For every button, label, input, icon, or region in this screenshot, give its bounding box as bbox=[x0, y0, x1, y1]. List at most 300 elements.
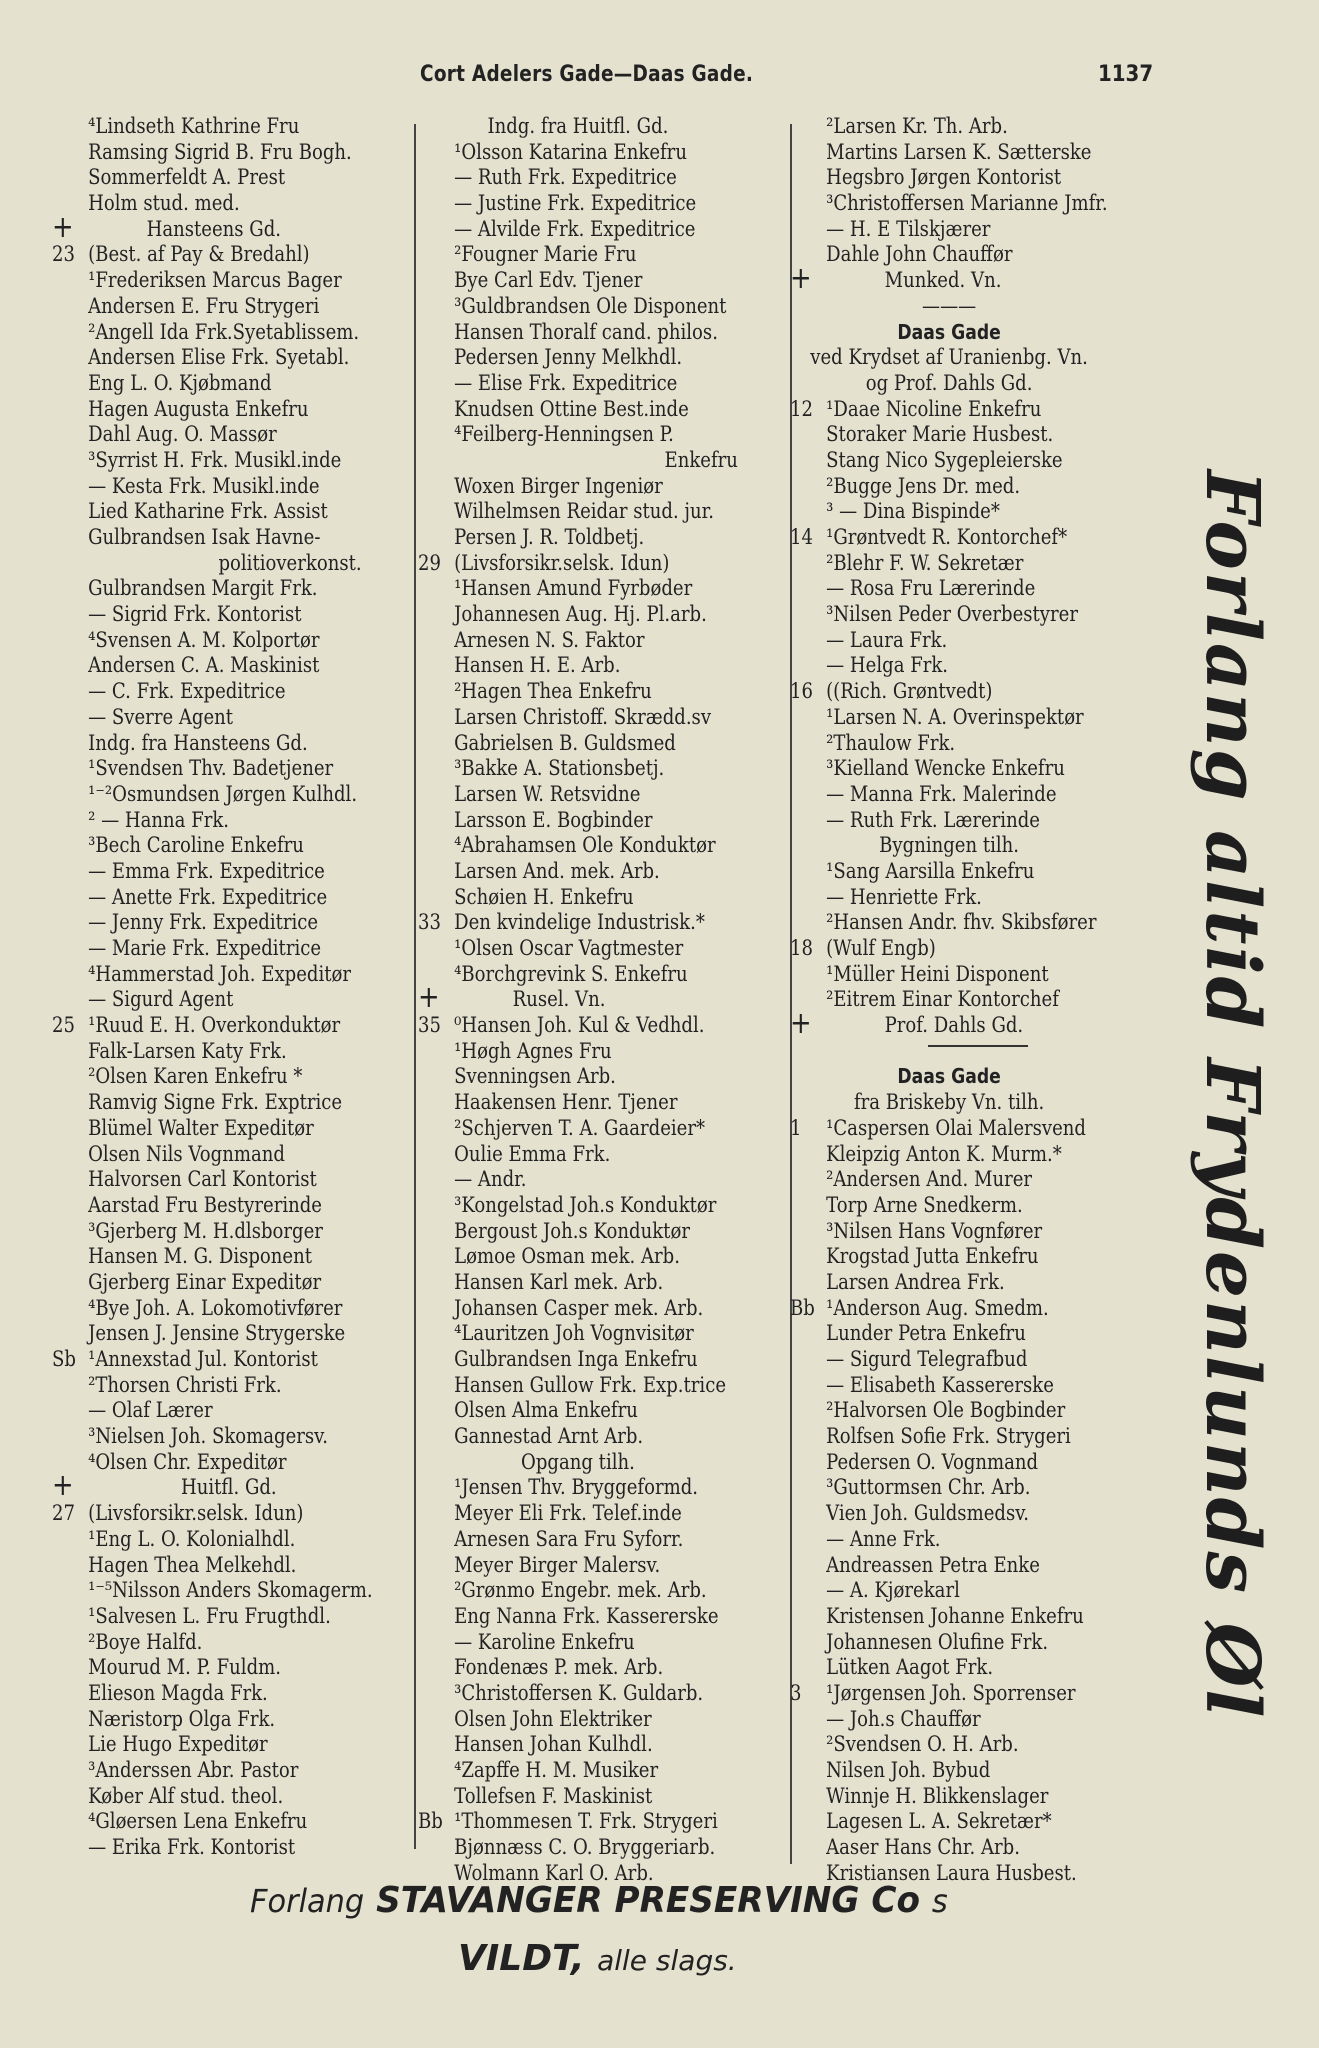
directory-entry bbox=[418, 165, 738, 191]
directory-entry bbox=[52, 859, 362, 885]
directory-entry bbox=[418, 705, 738, 731]
entry-text: Dahle John Chauffør bbox=[826, 242, 1013, 267]
directory-entry bbox=[790, 1270, 1108, 1296]
entry-text: fra Briskeby Vn. tilh. bbox=[853, 1090, 1045, 1115]
column-2 bbox=[418, 114, 790, 1886]
directory-entry bbox=[790, 962, 1108, 988]
directory-entry bbox=[790, 859, 1108, 885]
entry-text: ²Angell Ida Frk.Syetablissem. bbox=[88, 319, 360, 344]
entry-text: Eng Nanna Frk. Kassererske bbox=[454, 1603, 719, 1628]
directory-entry bbox=[418, 833, 738, 859]
entry-text: Gabrielsen B. Guldsmed bbox=[454, 730, 676, 755]
ad-line-1 bbox=[250, 1880, 948, 1921]
entry-text: — Elisabeth Kassererske bbox=[826, 1372, 1054, 1397]
entry-text: Stang Nico Sygepleierske bbox=[826, 447, 1063, 472]
entry-text: Pedersen O. Vognmand bbox=[826, 1449, 1039, 1474]
directory-entry bbox=[418, 910, 738, 936]
directory-entry bbox=[418, 371, 738, 397]
entry-text: — Anne Frk. bbox=[826, 1526, 941, 1551]
entry-text: Hansen H. E. Arb. bbox=[454, 653, 621, 678]
entry-text: Lied Katharine Frk. Assist bbox=[88, 499, 328, 524]
directory-entry bbox=[52, 1809, 362, 1835]
directory-entry bbox=[52, 1604, 362, 1630]
entry-text: ——— bbox=[922, 293, 977, 318]
house-number: 25 bbox=[52, 1013, 75, 1038]
entry-text: — Marie Frk. Expeditrice bbox=[88, 936, 322, 960]
directory-entry bbox=[418, 1167, 738, 1193]
entry-text: ¹Jørgensen Joh. Sporrenser bbox=[826, 1680, 1076, 1705]
ad-forlang: Forlang bbox=[250, 1882, 365, 1920]
directory-entry bbox=[790, 191, 1108, 217]
entry-text: Kristiansen Laura Husbest. bbox=[826, 1860, 1077, 1885]
directory-entry bbox=[52, 1321, 362, 1347]
entry-text: Huitfl. Gd. bbox=[181, 1475, 277, 1500]
directory-entry bbox=[418, 936, 738, 962]
entry-text: ²Larsen Kr. Th. Arb. bbox=[826, 114, 1008, 138]
entry-text: ⁴Zapffe H. M. Musiker bbox=[454, 1758, 659, 1782]
entry-text: Haakensen Henr. Tjener bbox=[454, 1090, 678, 1115]
directory-entry bbox=[52, 165, 362, 191]
directory-entry bbox=[418, 320, 738, 346]
directory-entry bbox=[418, 1475, 738, 1501]
entry-text: ³Nilsen Peder Overbestyrer bbox=[826, 602, 1078, 627]
house-number: 1 bbox=[790, 1115, 802, 1140]
entry-text: Indg. fra Huitfl. Gd. bbox=[487, 114, 669, 138]
directory-entry bbox=[418, 1219, 738, 1245]
directory-entry bbox=[52, 1347, 362, 1373]
entry-text: Arnesen Sara Fru Syforr. bbox=[454, 1526, 684, 1551]
entry-text: Dahl Aug. O. Massør bbox=[88, 422, 277, 447]
directory-entry bbox=[418, 1296, 738, 1322]
directory-entry bbox=[418, 1655, 738, 1681]
house-number: Bb bbox=[790, 1295, 815, 1320]
directory-entry bbox=[790, 653, 1108, 679]
directory-entry bbox=[790, 320, 1108, 346]
directory-entry bbox=[52, 628, 362, 654]
entry-text: (Wulf Engb) bbox=[826, 936, 936, 960]
directory-entry bbox=[52, 1039, 362, 1065]
entry-text: Rolfsen Sofie Frk. Strygeri bbox=[826, 1424, 1071, 1449]
entry-text: ²Eitrem Einar Kontorchef bbox=[826, 987, 1059, 1012]
directory-entry bbox=[790, 1219, 1108, 1245]
entry-text: Wolmann Karl O. Arb. bbox=[454, 1860, 654, 1885]
directory-entry bbox=[790, 1784, 1108, 1810]
cross-street-marker: + bbox=[790, 261, 812, 297]
entry-text: Hansen M. G. Disponent bbox=[88, 1244, 313, 1269]
entry-text: ⁴Hammerstad Joh. Expeditør bbox=[88, 961, 351, 986]
entry-text: Hagen Augusta Enkefru bbox=[88, 396, 309, 421]
entry-text: ¹Svendsen Thv. Badetjener bbox=[88, 756, 334, 781]
entry-text: Hansen Gullow Frk. Exp.trice bbox=[454, 1372, 727, 1397]
directory-entry bbox=[418, 1270, 738, 1296]
house-number: 29 bbox=[418, 550, 441, 575]
entry-text: Køber Alf stud. theol. bbox=[88, 1783, 284, 1808]
entry-text: Bjønnæss C. O. Bryggeriarb. bbox=[454, 1835, 716, 1860]
entry-text: Kleipzig Anton K. Murm.* bbox=[826, 1141, 1062, 1166]
entry-text: — H. E Tilskjærer bbox=[826, 216, 991, 241]
entry-text: — Sigurd Agent bbox=[88, 987, 234, 1012]
entry-text: ¹Hansen Amund Fyrbøder bbox=[454, 576, 693, 601]
house-number: 18 bbox=[790, 936, 813, 960]
directory-entry bbox=[418, 1321, 738, 1347]
entry-text: ²Grønmo Engebr. mek. Arb. bbox=[454, 1578, 707, 1603]
directory-entry bbox=[52, 1681, 362, 1707]
directory-entry bbox=[790, 1167, 1108, 1193]
entry-text: Sommerfeldt A. Prest bbox=[88, 165, 286, 190]
directory-entry bbox=[790, 1630, 1108, 1656]
entry-text: ³Nielsen Joh. Skomagersv. bbox=[88, 1424, 328, 1449]
entry-text: ³Kielland Wencke Enkefru bbox=[826, 756, 1065, 781]
entry-text: Falk-Larsen Katy Frk. bbox=[88, 1038, 287, 1063]
entry-text: — Alvilde Frk. Expeditrice bbox=[454, 216, 696, 241]
entry-text: ⁴Lauritzen Joh Vognvisitør bbox=[454, 1321, 694, 1346]
entry-text: ((Rich. Grøntvedt) bbox=[826, 679, 993, 704]
directory-entry bbox=[790, 1681, 1108, 1707]
directory-entry bbox=[790, 987, 1108, 1013]
entry-text: — Erika Frk. Kontorist bbox=[88, 1835, 296, 1860]
entry-text: ¹Grøntvedt R. Kontorchef* bbox=[826, 525, 1068, 549]
entry-text: politioverkonst. bbox=[218, 550, 362, 575]
entry-text: Indg. fra Hansteens Gd. bbox=[88, 730, 308, 755]
entry-text: Rusel. Vn. bbox=[512, 987, 606, 1012]
directory-entry bbox=[790, 294, 1108, 320]
directory-entry bbox=[418, 499, 738, 525]
directory-entry bbox=[418, 628, 738, 654]
entry-text: ¹Olsson Katarina Enkefru bbox=[454, 139, 687, 164]
entry-text: ³Nilsen Hans Vognfører bbox=[826, 1218, 1043, 1243]
entry-text: ¹Thommesen T. Frk. Strygeri bbox=[454, 1809, 718, 1834]
entry-text: (Livsforsikr.selsk. Idun) bbox=[454, 550, 670, 575]
directory-entry bbox=[790, 525, 1108, 551]
entry-text: — Kesta Frk. Musikl.inde bbox=[88, 473, 320, 498]
entry-text: — Henriette Frk. bbox=[826, 884, 982, 909]
directory-entry bbox=[790, 242, 1108, 268]
entry-text: Aaser Hans Chr. Arb. bbox=[826, 1835, 1020, 1860]
entry-text: — Justine Frk. Expeditrice bbox=[454, 191, 697, 216]
directory-entry bbox=[52, 576, 362, 602]
directory-entry bbox=[52, 1296, 362, 1322]
directory-entry bbox=[52, 1424, 362, 1450]
entry-text: ⁴Feilberg-Henningsen P. bbox=[454, 422, 674, 447]
side-advertisement-text: Forlang altid Frydenlunds Øl bbox=[1189, 470, 1275, 1720]
directory-entry bbox=[790, 1090, 1108, 1116]
section-rule bbox=[928, 1045, 1028, 1047]
entry-text: Næristorp Olga Frk. bbox=[88, 1706, 276, 1731]
entry-text: ¹Høgh Agnes Fru bbox=[454, 1038, 612, 1063]
entry-text: — Anette Frk. Expeditrice bbox=[88, 884, 328, 909]
directory-entry bbox=[790, 217, 1108, 243]
entry-text: Munked. Vn. bbox=[884, 268, 1002, 293]
entry-text: Larsen W. Retsvidne bbox=[454, 781, 641, 806]
directory-entry bbox=[52, 679, 362, 705]
entry-text: Woxen Birger Ingeniør bbox=[454, 473, 663, 498]
directory-entry bbox=[52, 499, 362, 525]
entry-text: — Elise Frk. Expeditrice bbox=[454, 370, 678, 395]
entry-text: Bye Carl Edv. Tjener bbox=[454, 268, 643, 293]
entry-text: ³Guldbrandsen Ole Disponent bbox=[454, 293, 727, 318]
house-number: 33 bbox=[418, 910, 441, 935]
directory-entry bbox=[790, 679, 1108, 705]
directory-entry bbox=[790, 1116, 1108, 1142]
directory-entry bbox=[790, 1758, 1108, 1784]
directory-entry bbox=[52, 885, 362, 911]
entry-text: Ramsing Sigrid B. Fru Bogh. bbox=[88, 139, 352, 164]
directory-entry bbox=[52, 1193, 362, 1219]
entry-text: ¹Daae Nicoline Enkefru bbox=[826, 396, 1042, 421]
entry-text: ²Schjerven T. A. Gaardeier* bbox=[454, 1115, 706, 1140]
directory-entry bbox=[790, 1707, 1108, 1733]
entry-text: ³ — Dina Bispinde* bbox=[826, 499, 1000, 524]
directory-entry bbox=[52, 1373, 362, 1399]
directory-entry bbox=[418, 885, 738, 911]
directory-entry bbox=[790, 782, 1108, 808]
directory-entry bbox=[790, 114, 1108, 140]
directory-entry bbox=[418, 1244, 738, 1270]
directory-entry bbox=[52, 140, 362, 166]
entry-text: ²Thaulow Frk. bbox=[826, 730, 956, 755]
entry-text: — Sigrid Frk. Kontorist bbox=[88, 602, 302, 627]
directory-entry bbox=[790, 1193, 1108, 1219]
directory-entry bbox=[790, 474, 1108, 500]
entry-text: Halvorsen Carl Kontorist bbox=[88, 1167, 317, 1192]
directory-entry bbox=[418, 1732, 738, 1758]
entry-text: ⁴Olsen Chr. Expeditør bbox=[88, 1449, 287, 1474]
directory-entry bbox=[418, 1784, 738, 1810]
entry-text: — A. Kjørekarl bbox=[826, 1578, 960, 1603]
entry-text: Lagesen L. A. Sekretær* bbox=[826, 1809, 1052, 1834]
entry-text: ³Anderssen Abr. Pastor bbox=[88, 1758, 299, 1782]
entry-text: Gannestad Arnt Arb. bbox=[454, 1424, 644, 1449]
entry-text: Daas Gade bbox=[897, 319, 1001, 344]
entry-text: Svenningsen Arb. bbox=[454, 1064, 616, 1089]
directory-entry bbox=[790, 1809, 1108, 1835]
directory-entry bbox=[790, 936, 1108, 962]
directory-entry bbox=[52, 936, 362, 962]
entry-text: Prof. Dahls Gd. bbox=[884, 1013, 1024, 1038]
entry-text: Larsen Andrea Frk. bbox=[826, 1269, 1005, 1294]
directory-entry bbox=[52, 422, 362, 448]
entry-text: ²Boye Halfd. bbox=[88, 1629, 203, 1654]
directory-entry bbox=[790, 1006, 1108, 1042]
entry-text: Schøien H. Enkefru bbox=[454, 884, 634, 909]
entry-text: Hansen Thoralf cand. philos. bbox=[454, 319, 718, 344]
page-number: 1137 bbox=[1098, 62, 1154, 87]
directory-entry bbox=[418, 1527, 738, 1553]
directory-entry bbox=[52, 1398, 362, 1424]
directory-entry bbox=[790, 602, 1108, 628]
directory-entry bbox=[790, 1450, 1108, 1476]
directory-entry bbox=[790, 371, 1108, 397]
entry-text: Eng L. O. Kjøbmand bbox=[88, 370, 272, 395]
directory-entry bbox=[790, 1244, 1108, 1270]
entry-text: Tollefsen F. Maskinist bbox=[454, 1783, 653, 1808]
directory-entry bbox=[418, 1758, 738, 1784]
ad-line-2 bbox=[458, 1938, 737, 1979]
entry-text: ¹Jensen Thv. Bryggeformd. bbox=[454, 1475, 699, 1500]
entry-text: Opgang tilh. bbox=[521, 1449, 635, 1474]
entry-text: ² — Hanna Frk. bbox=[88, 807, 230, 832]
entry-text: Hegsbro Jørgen Kontorist bbox=[826, 165, 1062, 190]
directory-entry bbox=[418, 397, 738, 423]
directory-entry bbox=[790, 910, 1108, 936]
entry-text: Andersen E. Fru Strygeri bbox=[88, 293, 320, 318]
directory-entry bbox=[52, 602, 362, 628]
entry-text: Gulbrandsen Inga Enkefru bbox=[454, 1347, 698, 1371]
directory-entry bbox=[52, 1758, 362, 1784]
entry-text: Ramvig Signe Frk. Exptrice bbox=[88, 1090, 343, 1115]
directory-entry bbox=[790, 165, 1108, 191]
entry-text: — Karoline Enkefru bbox=[454, 1629, 635, 1654]
entry-text: ³Christoffersen K. Guldarb. bbox=[454, 1680, 704, 1705]
directory-entry bbox=[418, 653, 738, 679]
directory-entry bbox=[790, 422, 1108, 448]
entry-text: ³Syrrist H. Frk. Musikl.inde bbox=[88, 447, 342, 472]
directory-entry bbox=[418, 1553, 738, 1579]
directory-entry bbox=[52, 448, 362, 474]
directory-entry bbox=[790, 576, 1108, 602]
directory-entry bbox=[52, 1655, 362, 1681]
entry-text: ⁴Bye Joh. A. Lokomotivfører bbox=[88, 1295, 343, 1320]
entry-text: ⁴Abrahamsen Ole Konduktør bbox=[454, 833, 716, 858]
entry-text: ²Halvorsen Ole Bogbinder bbox=[826, 1398, 1066, 1423]
entry-text: og Prof. Dahls Gd. bbox=[865, 370, 1033, 395]
directory-entry bbox=[418, 551, 738, 577]
entry-text: Oulie Emma Frk. bbox=[454, 1141, 611, 1166]
entry-text: Gulbrandsen Isak Havne- bbox=[88, 525, 321, 549]
entry-text: — C. Frk. Expeditrice bbox=[88, 679, 286, 704]
directory-entry bbox=[790, 1039, 1108, 1065]
house-number: 14 bbox=[790, 525, 813, 549]
directory-entry bbox=[418, 1373, 738, 1399]
entry-text: — Andr. bbox=[454, 1167, 527, 1192]
directory-entry bbox=[52, 1578, 373, 1604]
entry-text: ³Bech Caroline Enkefru bbox=[88, 833, 304, 858]
directory-entry bbox=[52, 474, 362, 500]
entry-text: Bygningen tilh. bbox=[879, 833, 1020, 858]
entry-text: ¹⁻²Osmundsen Jørgen Kulhdl. bbox=[88, 781, 358, 806]
entry-text: Martins Larsen K. Sætterske bbox=[826, 139, 1092, 164]
directory-entry bbox=[52, 1244, 362, 1270]
entry-text: Wilhelmsen Reidar stud. jur. bbox=[454, 499, 715, 524]
directory-entry bbox=[790, 1142, 1108, 1168]
entry-text: Andreassen Petra Enke bbox=[826, 1552, 1040, 1577]
entry-text: Larsen Christoff. Skrædd.sv bbox=[454, 704, 712, 729]
entry-text: Lütken Aagot Frk. bbox=[826, 1655, 994, 1680]
directory-entry bbox=[418, 980, 738, 1016]
entry-text: ¹Müller Heini Disponent bbox=[826, 961, 1049, 986]
entry-text: (Best. af Pay & Bredahl) bbox=[88, 242, 310, 267]
directory-entry bbox=[790, 551, 1108, 577]
directory-entry bbox=[52, 1501, 362, 1527]
entry-text: Vien Joh. Guldsmedsv. bbox=[826, 1501, 1030, 1526]
directory-entry bbox=[418, 448, 738, 474]
entry-text: Krogstad Jutta Enkefru bbox=[826, 1244, 1039, 1269]
entry-text: Meyer Birger Malersv. bbox=[454, 1552, 661, 1577]
entry-text: ²Svendsen O. H. Arb. bbox=[826, 1732, 1019, 1757]
directory-entry bbox=[418, 1116, 738, 1142]
directory-entry bbox=[418, 602, 738, 628]
entry-text: — Ruth Frk. Expeditrice bbox=[454, 165, 677, 190]
entry-text: Hansteens Gd. bbox=[146, 216, 282, 241]
entry-text: ¹⁻⁵Nilsson Anders Skomagerm. bbox=[88, 1578, 373, 1603]
column-1 bbox=[52, 114, 412, 1861]
entry-text: ⁴Gløersen Lena Enkefru bbox=[88, 1809, 308, 1834]
directory-entry bbox=[790, 1064, 1108, 1090]
entry-text: Arnesen N. S. Faktor bbox=[454, 627, 645, 652]
directory-entry bbox=[418, 1039, 738, 1065]
entry-text: ⁴Borchgrevink S. Enkefru bbox=[454, 961, 688, 986]
directory-entry bbox=[418, 1142, 738, 1168]
entry-text: ³Bakke A. Stationsbetj. bbox=[454, 756, 665, 781]
cross-street-marker: + bbox=[52, 1468, 74, 1504]
entry-text: — Sigurd Telegrafbud bbox=[826, 1347, 1028, 1371]
entry-text: Pedersen Jenny Melkhdl. bbox=[454, 345, 683, 370]
directory-entry bbox=[418, 576, 738, 602]
directory-entry bbox=[790, 140, 1108, 166]
directory-entry bbox=[790, 833, 1108, 859]
directory-entry bbox=[52, 1835, 362, 1861]
directory-entry bbox=[790, 1501, 1108, 1527]
entry-text: ³Christoffersen Marianne Jmfr. bbox=[826, 191, 1108, 216]
entry-text: Gjerberg Einar Expeditør bbox=[88, 1269, 322, 1294]
entry-text: ¹Anderson Aug. Smedm. bbox=[826, 1295, 1049, 1320]
entry-text: — Sverre Agent bbox=[88, 704, 234, 729]
directory-entry bbox=[52, 397, 362, 423]
entry-text: ²Thorsen Christi Frk. bbox=[88, 1372, 282, 1397]
directory-entry bbox=[790, 628, 1108, 654]
directory-entry bbox=[418, 1013, 738, 1039]
directory-entry bbox=[52, 209, 362, 245]
directory-entry bbox=[418, 756, 738, 782]
directory-entry bbox=[52, 653, 362, 679]
entry-text: — Manna Frk. Malerinde bbox=[826, 781, 1057, 806]
house-number: Bb bbox=[418, 1809, 443, 1834]
entry-text: ³Guttormsen Chr. Arb. bbox=[826, 1475, 1031, 1500]
entry-text: Johannesen Olufine Frk. bbox=[826, 1629, 1049, 1654]
entry-text: Daas Gade bbox=[897, 1064, 1001, 1089]
directory-entry bbox=[52, 320, 362, 346]
directory-entry bbox=[52, 1219, 362, 1245]
directory-entry bbox=[418, 1450, 738, 1476]
ad-alle-slags: alle slags. bbox=[597, 1944, 737, 1977]
directory-entry bbox=[790, 261, 1108, 297]
entry-text: ²Hansen Andr. fhv. Skibsfører bbox=[826, 910, 1097, 935]
directory-entry bbox=[790, 1527, 1108, 1553]
directory-entry bbox=[52, 191, 362, 217]
entry-text: — Olaf Lærer bbox=[88, 1398, 213, 1423]
entry-text: ²Olsen Karen Enkefru * bbox=[88, 1064, 303, 1089]
directory-entry bbox=[418, 525, 738, 551]
directory-entry bbox=[418, 962, 738, 988]
house-number: 3 bbox=[790, 1680, 802, 1705]
entry-text: ¹Eng L. O. Kolonialhdl. bbox=[88, 1526, 296, 1551]
directory-entry bbox=[418, 1578, 738, 1604]
entry-text: Olsen John Elektriker bbox=[454, 1706, 652, 1731]
entry-text: ved Krydset af Uranienbg. Vn. bbox=[810, 345, 1088, 370]
directory-entry bbox=[52, 551, 362, 577]
directory-entry bbox=[52, 1013, 362, 1039]
page-title: Cort Adelers Gade—Daas Gade. bbox=[420, 62, 754, 87]
bottom-advertisement bbox=[0, 1880, 1319, 2000]
directory-entry bbox=[418, 217, 738, 243]
directory-entry bbox=[418, 114, 738, 140]
column-divider-left bbox=[414, 124, 416, 1849]
directory-entry bbox=[790, 885, 1108, 911]
directory-entry bbox=[52, 1630, 362, 1656]
directory-entry bbox=[52, 1270, 362, 1296]
directory-entry bbox=[52, 1732, 362, 1758]
directory-entry bbox=[790, 756, 1108, 782]
